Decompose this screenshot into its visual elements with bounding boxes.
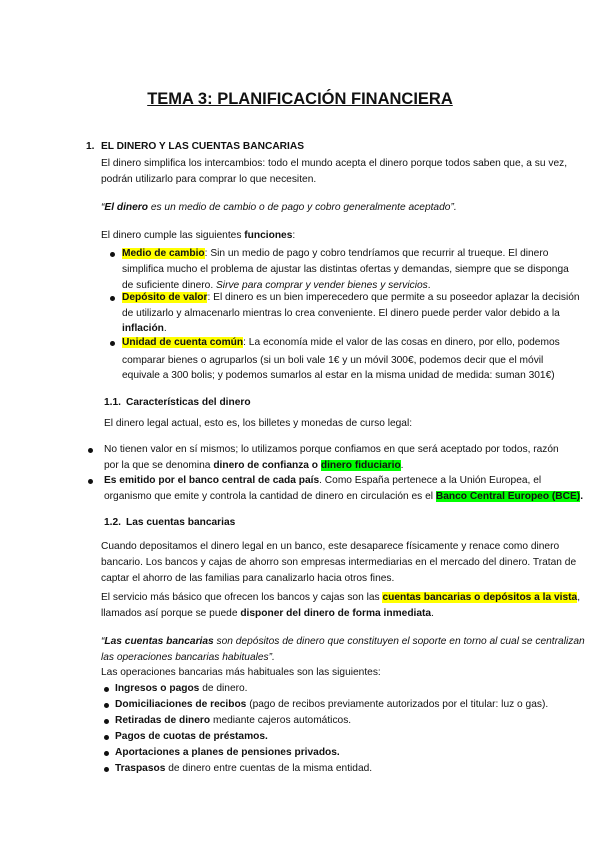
list-item [115,746,340,760]
text-segment: El dinero cumple las siguientes [101,230,245,241]
functions-intro [101,229,295,243]
paragraph-line: No tienen valor en sí mismos; lo utilizamos porque confiamos en que será aceptado por todos, razón [104,444,559,455]
list-item [115,730,268,744]
text-segment: . Como España pertenece a la Unión Europea, el [319,475,542,486]
paragraph-line [104,459,404,473]
bullet-icon [110,252,115,257]
list-item [115,698,548,712]
text-segment: . [431,608,434,619]
text-segment: : El dinero es un bien imperecedero que permite a su poseedor aplazar la decisión [207,292,580,303]
list-item [115,682,248,696]
text-segment: Ingresos o pagos [115,683,200,694]
text-segment: . [400,460,404,471]
text-segment: : [292,230,296,241]
bullet-icon [104,751,109,756]
bullet-icon [104,719,109,724]
text-segment: mediante cajeros automáticos. [210,715,352,726]
text-segment: de dinero entre cuentas de la misma entidad. [165,763,373,774]
text-segment: funciones [244,230,293,241]
paragraph-line [104,490,583,504]
text-segment: llamados así porque se puede [101,608,241,619]
text-segment: Traspasos [115,763,166,774]
text-segment: Banco Central Europeo (BCE) [435,491,581,502]
definition-quote [101,635,585,649]
list-item [115,714,351,728]
subsection-number: 1.1. [104,397,121,408]
subsection-heading: Las cuentas bancarias [126,517,236,528]
text-segment: de suficiente dinero. [122,280,217,291]
bullet-icon [104,735,109,740]
paragraph-line: de utilizarlo y almacenarlo mientras lo crea conveniente. El dinero puede perder valor debido a la [122,308,560,319]
text-segment: (pago de recibos previamente autorizados por el titular: luz o gas). [246,699,549,710]
subsection-number: 1.2. [104,517,121,528]
list-item [115,762,372,776]
paragraph-line [101,607,434,621]
text-segment: Sirve para comprar y vender bienes y servicios [216,280,428,291]
text-segment: Domiciliaciones de recibos [115,699,247,710]
text-segment: inflación [122,323,164,334]
text-segment: Retiradas de dinero [115,715,211,726]
text-segment: Aportaciones a planes de pensiones privados. [115,747,340,758]
bullet-icon [88,448,93,453]
subsection-heading: Características del dinero [126,397,251,408]
bullet-icon [88,479,93,484]
text-segment: , [577,592,581,603]
function-item [122,247,548,261]
bullet-icon [110,296,115,301]
text-segment: “ [101,636,105,647]
definition-quote [101,201,457,215]
text-segment: “ [101,202,105,213]
paragraph-line: El dinero legal actual, esto es, los billetes y monedas de curso legal: [104,418,413,429]
paragraph-line: equivale a 300 bolis; y podemos sumarlos al estar en la misma unidad de medida: suman 301€) [122,370,555,381]
text-segment: Unidad de cuenta común [122,337,244,348]
bullet-icon [104,703,109,708]
text-segment: : Sin un medio de pago y cobro tendríamos que recurrir al trueque. El dinero [204,248,549,259]
text-segment: ”. [268,652,275,663]
text-segment: dinero fiduciario [320,460,401,471]
paragraph-line [101,591,580,605]
definition-quote [101,651,275,665]
bullet-icon [104,687,109,692]
text-segment: ”. [450,202,457,213]
text-segment: . [163,323,167,334]
paragraph-line: Las operaciones bancarias más habituales son las siguientes: [101,667,381,678]
paragraph-line: Cuando depositamos el dinero legal en un banco, este desaparece físicamente y renace como dinero [101,541,560,552]
paragraph-line: bancario. Los bancos y cajas de ahorro son empresas intermediarias en el mercado del dinero. Tratan de [101,557,577,568]
paragraph-line: comparar bienes o agruparlos (si un boli vale 1€ y un móvil 300€, podemos decir que el móvil [122,355,544,366]
text-segment: dinero de confianza o [213,460,321,471]
text-segment: Es emitido por el banco central de cada país [104,475,320,486]
text-segment: . [427,280,431,291]
text-segment: disponer del dinero de forma inmediata [240,608,432,619]
text-segment: las operaciones bancarias habituales [101,652,269,663]
text-segment: de dinero. [199,683,248,694]
section-heading: EL DINERO Y LAS CUENTAS BANCARIAS [101,141,305,152]
text-segment: . [580,491,584,502]
function-item [122,291,580,305]
paragraph-line: simplifica mucho el problema de ajustar las distintas ofertas y demandas, siempre que se disponga [122,264,569,275]
function-item [122,336,560,350]
text-segment: por la que se denomina [104,460,214,471]
bullet-icon [104,767,109,772]
text-segment: organismo que emite y controla la cantidad de dinero en circulación es el [104,491,436,502]
paragraph-line: podrán utilizarlo para comprar lo que necesiten. [101,174,317,185]
section-number: 1. [86,141,95,152]
text-segment: : La economía mide el valor de las cosas en dinero, por ello, podemos [243,337,560,348]
text-segment: Las cuentas bancarias [104,636,214,647]
bullet-icon [110,341,115,346]
text-segment: El dinero [104,202,148,213]
text-segment: cuentas bancarias o depósitos a la vista [382,592,578,603]
text-segment: Medio de cambio [122,248,205,259]
text-segment: son depósitos de dinero que constituyen el soporte en torno al cual se centralizan [213,636,585,647]
text-segment: es un medio de cambio o de pago y cobro generalmente aceptado [148,202,451,213]
page-title: TEMA 3: PLANIFICACIÓN FINANCIERA [147,90,453,108]
paragraph-line: captar el ahorro de las familias para canalizarlo hacia otros fines. [101,573,395,584]
text-segment: Depósito de valor [122,292,208,303]
paragraph-line [104,474,541,488]
paragraph-line: El dinero simplifica los intercambios: todo el mundo acepta el dinero porque todos saben que, a su vez, [101,158,568,169]
text-segment: El servicio más básico que ofrecen los bancos y cajas son las [101,592,383,603]
text-segment: Pagos de cuotas de préstamos. [115,731,268,742]
paragraph-line [122,322,167,336]
